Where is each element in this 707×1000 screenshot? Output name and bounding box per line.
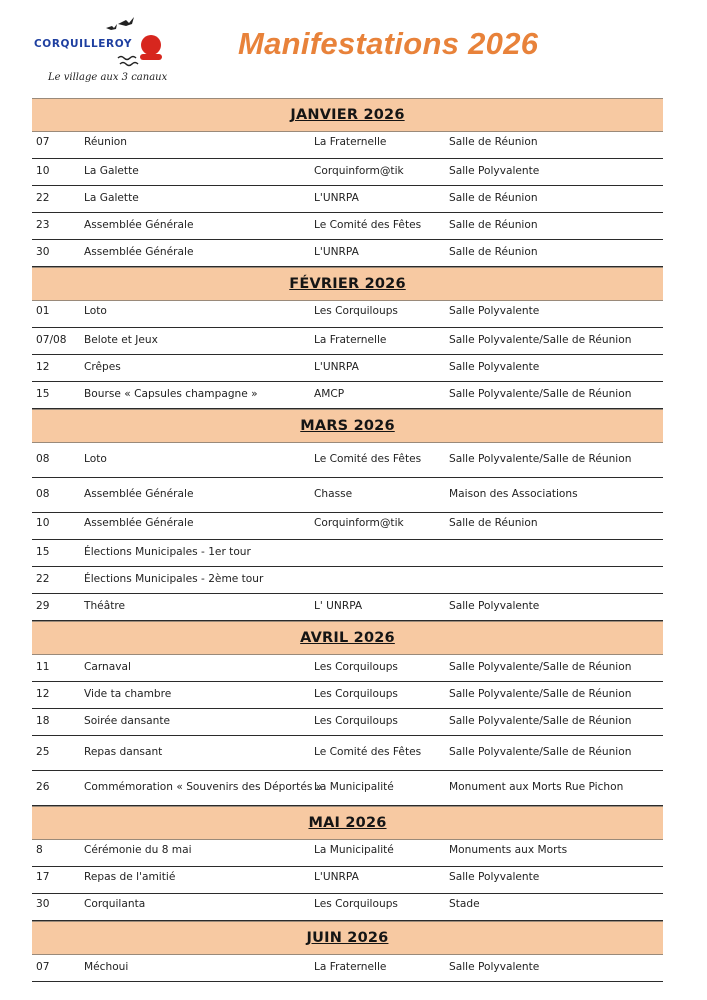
event-name: La Galette: [84, 165, 139, 177]
event-venue: Salle Polyvalente/Salle de Réunion: [449, 688, 632, 700]
event-organizer: La Municipalité: [314, 844, 394, 856]
event-date: 29: [36, 600, 50, 612]
event-row: [32, 567, 663, 594]
event-venue: Salle Polyvalente: [449, 871, 540, 883]
event-organizer: Corquinform@tik: [314, 517, 404, 529]
event-name: Loto: [84, 453, 107, 465]
event-date: 12: [36, 688, 50, 700]
event-date: 10: [36, 165, 50, 177]
event-venue: Salle Polyvalente: [449, 361, 540, 373]
event-organizer: Le Comité des Fêtes: [314, 219, 422, 231]
event-date: 07: [36, 136, 50, 148]
event-date: 18: [36, 715, 50, 727]
village-logo: [30, 14, 180, 88]
event-row: [32, 240, 663, 267]
event-organizer: Le Comité des Fêtes: [314, 453, 422, 465]
event-date: 22: [36, 192, 50, 204]
event-date: 17: [36, 871, 50, 883]
event-row: [32, 655, 663, 682]
event-date: 15: [36, 546, 50, 558]
event-venue: Monuments aux Morts: [449, 844, 568, 856]
event-name: Loto: [84, 305, 107, 317]
event-date: 30: [36, 898, 50, 910]
event-venue: Salle Polyvalente: [449, 305, 540, 317]
event-row: [32, 186, 663, 213]
event-date: 08: [36, 453, 50, 465]
event-row: [32, 132, 663, 159]
event-organizer: Les Corquiloups: [314, 898, 398, 910]
month-header: [32, 98, 663, 132]
event-row: [32, 955, 663, 982]
month-header: [32, 621, 663, 655]
event-venue: Salle Polyvalente/Salle de Réunion: [449, 388, 632, 400]
event-row: [32, 355, 663, 382]
event-date: 23: [36, 219, 50, 231]
event-organizer: Les Corquiloups: [314, 688, 398, 700]
event-row: [32, 894, 663, 921]
event-name: Théâtre: [84, 600, 125, 612]
event-venue: Salle de Réunion: [449, 246, 538, 258]
event-venue: Salle de Réunion: [449, 219, 538, 231]
event-venue: Salle Polyvalente/Salle de Réunion: [449, 746, 632, 758]
event-organizer: L' UNRPA: [314, 600, 363, 612]
event-name: Commémoration « Souvenirs des Déportés »: [84, 781, 323, 793]
event-date: 12: [36, 361, 50, 373]
event-organizer: La Fraternelle: [314, 334, 387, 346]
event-date: 08: [36, 488, 50, 500]
event-row: [32, 867, 663, 894]
event-name: Repas de l'amitié: [84, 871, 176, 883]
event-name: Assemblée Générale: [84, 246, 194, 258]
event-date: 07/08: [36, 334, 67, 346]
event-row: [32, 540, 663, 567]
event-name: Carnaval: [84, 661, 131, 673]
event-organizer: La Municipalité: [314, 781, 394, 793]
event-row: [32, 159, 663, 186]
event-row: [32, 771, 663, 806]
event-row: [32, 478, 663, 513]
event-venue: Salle Polyvalente: [449, 600, 540, 612]
event-organizer: Chasse: [314, 488, 353, 500]
event-venue: Salle Polyvalente/Salle de Réunion: [449, 453, 632, 465]
event-organizer: L'UNRPA: [314, 361, 359, 373]
event-row: [32, 709, 663, 736]
event-row: [32, 682, 663, 709]
month-header: [32, 267, 663, 301]
event-row: [32, 213, 663, 240]
event-name: Élections Municipales - 2ème tour: [84, 573, 264, 585]
event-row: [32, 328, 663, 355]
event-name: Corquilanta: [84, 898, 146, 910]
month-header: [32, 921, 663, 955]
page-title: Manifestations 2026: [238, 26, 539, 61]
event-row: [32, 513, 663, 540]
event-organizer: Le Comité des Fêtes: [314, 746, 422, 758]
events-schedule: [32, 98, 663, 982]
event-name: Assemblée Générale: [84, 517, 194, 529]
event-organizer: L'UNRPA: [314, 871, 359, 883]
month-header: [32, 409, 663, 443]
event-date: 22: [36, 573, 50, 585]
event-venue: Salle Polyvalente/Salle de Réunion: [449, 334, 632, 346]
event-row: [32, 594, 663, 621]
event-venue: Stade: [449, 898, 480, 910]
event-venue: Salle Polyvalente/Salle de Réunion: [449, 661, 632, 673]
event-venue: Maison des Associations: [449, 488, 578, 500]
event-venue: Salle de Réunion: [449, 517, 538, 529]
event-date: 25: [36, 746, 50, 758]
month-header: [32, 806, 663, 840]
event-name: Belote et Jeux: [84, 334, 158, 346]
event-name: Soirée dansante: [84, 715, 171, 727]
event-venue: Salle Polyvalente: [449, 961, 540, 973]
event-name: Bourse « Capsules champagne »: [84, 388, 258, 400]
event-date: 10: [36, 517, 50, 529]
event-venue: Salle Polyvalente: [449, 165, 540, 177]
month-title: MARS 2026: [300, 418, 395, 434]
event-venue: Salle Polyvalente/Salle de Réunion: [449, 715, 632, 727]
event-organizer: Les Corquiloups: [314, 661, 398, 673]
logo-name: CORQUILLEROY: [34, 38, 133, 50]
event-name: Assemblée Générale: [84, 219, 194, 231]
event-venue: Salle de Réunion: [449, 192, 538, 204]
event-date: 15: [36, 388, 50, 400]
event-row: [32, 443, 663, 478]
event-venue: Monument aux Morts Rue Pichon: [449, 781, 624, 793]
event-date: 07: [36, 961, 50, 973]
event-date: 26: [36, 781, 50, 793]
event-date: 11: [36, 661, 50, 673]
event-organizer: AMCP: [314, 388, 345, 400]
event-organizer: L'UNRPA: [314, 246, 359, 258]
event-name: Assemblée Générale: [84, 488, 194, 500]
month-title: JANVIER 2026: [290, 107, 405, 123]
event-name: Méchoui: [84, 961, 129, 973]
event-organizer: La Fraternelle: [314, 961, 387, 973]
event-name: Cérémonie du 8 mai: [84, 844, 192, 856]
month-title: FÉVRIER 2026: [289, 276, 406, 292]
event-organizer: Corquinform@tik: [314, 165, 404, 177]
event-organizer: La Fraternelle: [314, 136, 387, 148]
event-organizer: L'UNRPA: [314, 192, 359, 204]
event-name: Repas dansant: [84, 746, 163, 758]
event-row: [32, 840, 663, 867]
event-name: Réunion: [84, 136, 127, 148]
event-row: [32, 382, 663, 409]
event-organizer: Les Corquiloups: [314, 715, 398, 727]
event-venue: Salle de Réunion: [449, 136, 538, 148]
month-title: JUIN 2026: [306, 930, 389, 946]
event-name: Vide ta chambre: [84, 688, 172, 700]
event-name: La Galette: [84, 192, 139, 204]
event-name: Élections Municipales - 1er tour: [84, 546, 251, 558]
event-row: [32, 301, 663, 328]
event-organizer: Les Corquiloups: [314, 305, 398, 317]
event-date: 8: [36, 844, 43, 856]
logo-tagline: Le village aux 3 canaux: [48, 72, 168, 83]
event-name: Crêpes: [84, 361, 121, 373]
month-title: MAI 2026: [308, 815, 387, 831]
event-row: [32, 736, 663, 771]
event-date: 30: [36, 246, 50, 258]
event-date: 01: [36, 305, 50, 317]
month-title: AVRIL 2026: [300, 630, 395, 646]
